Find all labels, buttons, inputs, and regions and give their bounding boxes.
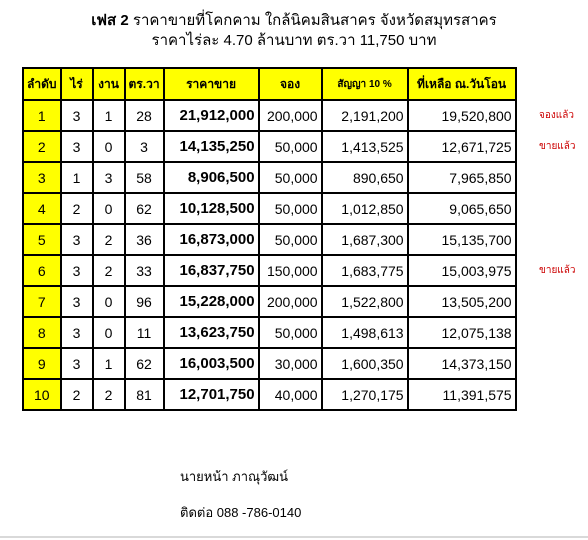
table-cell: 2 bbox=[61, 193, 93, 224]
table-cell: 0 bbox=[93, 286, 125, 317]
column-header: ราคาขาย bbox=[164, 68, 259, 100]
bottom-edge-line bbox=[0, 536, 588, 538]
table-cell: 9 bbox=[23, 348, 61, 379]
table-cell: 1 bbox=[23, 100, 61, 131]
table-cell: 15,228,000 bbox=[164, 286, 259, 317]
table-cell: 3 bbox=[125, 131, 164, 162]
table-row bbox=[23, 379, 516, 410]
table-cell: 4 bbox=[23, 193, 61, 224]
table-cell: 0 bbox=[93, 317, 125, 348]
table-cell: 8 bbox=[23, 317, 61, 348]
table-cell: 2 bbox=[23, 131, 61, 162]
table-row bbox=[23, 131, 516, 162]
table-cell: 62 bbox=[125, 348, 164, 379]
table-cell: 50,000 bbox=[259, 224, 322, 255]
column-header: ไร่ bbox=[61, 68, 93, 100]
table-cell: 1,413,525 bbox=[322, 131, 408, 162]
column-header: ลำดับ bbox=[23, 68, 61, 100]
table-cell: 3 bbox=[61, 286, 93, 317]
table-cell: 40,000 bbox=[259, 379, 322, 410]
table-cell: 3 bbox=[61, 100, 93, 131]
table-row bbox=[23, 286, 516, 317]
table-row bbox=[23, 317, 516, 348]
contact-phone: ติดต่อ 088 -786-0140 bbox=[180, 505, 302, 520]
table-cell: 1,687,300 bbox=[322, 224, 408, 255]
table-cell: 13,623,750 bbox=[164, 317, 259, 348]
table-cell: 12,701,750 bbox=[164, 379, 259, 410]
table-cell: 14,373,150 bbox=[408, 348, 516, 379]
table-cell: 58 bbox=[125, 162, 164, 193]
table-cell: 1,522,800 bbox=[322, 286, 408, 317]
table-cell: 16,873,000 bbox=[164, 224, 259, 255]
page-title bbox=[0, 12, 588, 30]
price-table bbox=[22, 67, 517, 411]
table-cell: 36 bbox=[125, 224, 164, 255]
table-cell: 50,000 bbox=[259, 162, 322, 193]
table-cell: 15,135,700 bbox=[408, 224, 516, 255]
table-cell: 5 bbox=[23, 224, 61, 255]
column-header: สัญญา 10 % bbox=[322, 68, 408, 100]
price-subtitle: ราคาไร่ละ 4.70 ล้านบาท ตร.วา 11,750 บาท bbox=[151, 32, 437, 49]
table-row bbox=[23, 100, 516, 131]
table-cell: 7 bbox=[23, 286, 61, 317]
table-body bbox=[23, 100, 516, 410]
table-header-row bbox=[23, 68, 516, 100]
table-cell: 1 bbox=[61, 162, 93, 193]
table-cell: 3 bbox=[23, 162, 61, 193]
table-cell: 2 bbox=[93, 379, 125, 410]
table-cell: 150,000 bbox=[259, 255, 322, 286]
table-cell: 200,000 bbox=[259, 100, 322, 131]
table-cell: 3 bbox=[61, 224, 93, 255]
status-note: ขายแล้ว bbox=[539, 141, 576, 152]
table-cell: 16,003,500 bbox=[164, 348, 259, 379]
table-cell: 50,000 bbox=[259, 317, 322, 348]
status-note: จองแล้ว bbox=[539, 110, 574, 121]
table-cell: 8,906,500 bbox=[164, 162, 259, 193]
table-cell: 7,965,850 bbox=[408, 162, 516, 193]
table-row bbox=[23, 162, 516, 193]
table-cell: 11 bbox=[125, 317, 164, 348]
table-cell: 11,391,575 bbox=[408, 379, 516, 410]
table-row bbox=[23, 348, 516, 379]
column-header: ที่เหลือ ณ.วันโอน bbox=[408, 68, 516, 100]
table-cell: 19,520,800 bbox=[408, 100, 516, 131]
table-cell: 6 bbox=[23, 255, 61, 286]
column-header: ตร.วา bbox=[125, 68, 164, 100]
table-cell: 33 bbox=[125, 255, 164, 286]
table-cell: 3 bbox=[61, 317, 93, 348]
table-cell: 9,065,650 bbox=[408, 193, 516, 224]
table-cell: 0 bbox=[93, 193, 125, 224]
column-header: งาน bbox=[93, 68, 125, 100]
table-cell: 96 bbox=[125, 286, 164, 317]
table-cell: 2 bbox=[93, 255, 125, 286]
table-cell: 1,498,613 bbox=[322, 317, 408, 348]
table-cell: 12,075,138 bbox=[408, 317, 516, 348]
table-cell: 50,000 bbox=[259, 131, 322, 162]
table-cell: 1 bbox=[93, 100, 125, 131]
table-cell: 1 bbox=[93, 348, 125, 379]
table-cell: 15,003,975 bbox=[408, 255, 516, 286]
table-row bbox=[23, 193, 516, 224]
table-cell: 10,128,500 bbox=[164, 193, 259, 224]
column-header: จอง bbox=[259, 68, 322, 100]
agent-name: นายหน้า ภาณุวัฒน์ bbox=[180, 469, 289, 484]
table-row bbox=[23, 255, 516, 286]
table-cell: 50,000 bbox=[259, 193, 322, 224]
table-cell: 3 bbox=[61, 348, 93, 379]
table-cell: 1,270,175 bbox=[322, 379, 408, 410]
table-row bbox=[23, 224, 516, 255]
table-cell: 81 bbox=[125, 379, 164, 410]
table-cell: 14,135,250 bbox=[164, 131, 259, 162]
table-cell: 30,000 bbox=[259, 348, 322, 379]
table-cell: 1,600,350 bbox=[322, 348, 408, 379]
table-cell: 16,837,750 bbox=[164, 255, 259, 286]
table-cell: 1,012,850 bbox=[322, 193, 408, 224]
table-cell: 28 bbox=[125, 100, 164, 131]
table-cell: 890,650 bbox=[322, 162, 408, 193]
table-cell: 62 bbox=[125, 193, 164, 224]
table-cell: 2 bbox=[93, 224, 125, 255]
title-text: ราคาขายที่โคกคาม ใกล้นิคมสินสาคร จังหวัดสมุทรสาคร bbox=[128, 12, 497, 29]
table-cell: 13,505,200 bbox=[408, 286, 516, 317]
table-cell: 0 bbox=[93, 131, 125, 162]
table-cell: 2 bbox=[61, 379, 93, 410]
table-cell: 3 bbox=[61, 131, 93, 162]
table-cell: 12,671,725 bbox=[408, 131, 516, 162]
table-cell: 1,683,775 bbox=[322, 255, 408, 286]
table-cell: 21,912,000 bbox=[164, 100, 259, 131]
table-cell: 10 bbox=[23, 379, 61, 410]
table-cell: 3 bbox=[93, 162, 125, 193]
table-cell: 200,000 bbox=[259, 286, 322, 317]
status-note: ขายแล้ว bbox=[539, 265, 576, 276]
table-cell: 2,191,200 bbox=[322, 100, 408, 131]
phase-label: เฟส 2 bbox=[91, 12, 129, 29]
table-cell: 3 bbox=[61, 255, 93, 286]
